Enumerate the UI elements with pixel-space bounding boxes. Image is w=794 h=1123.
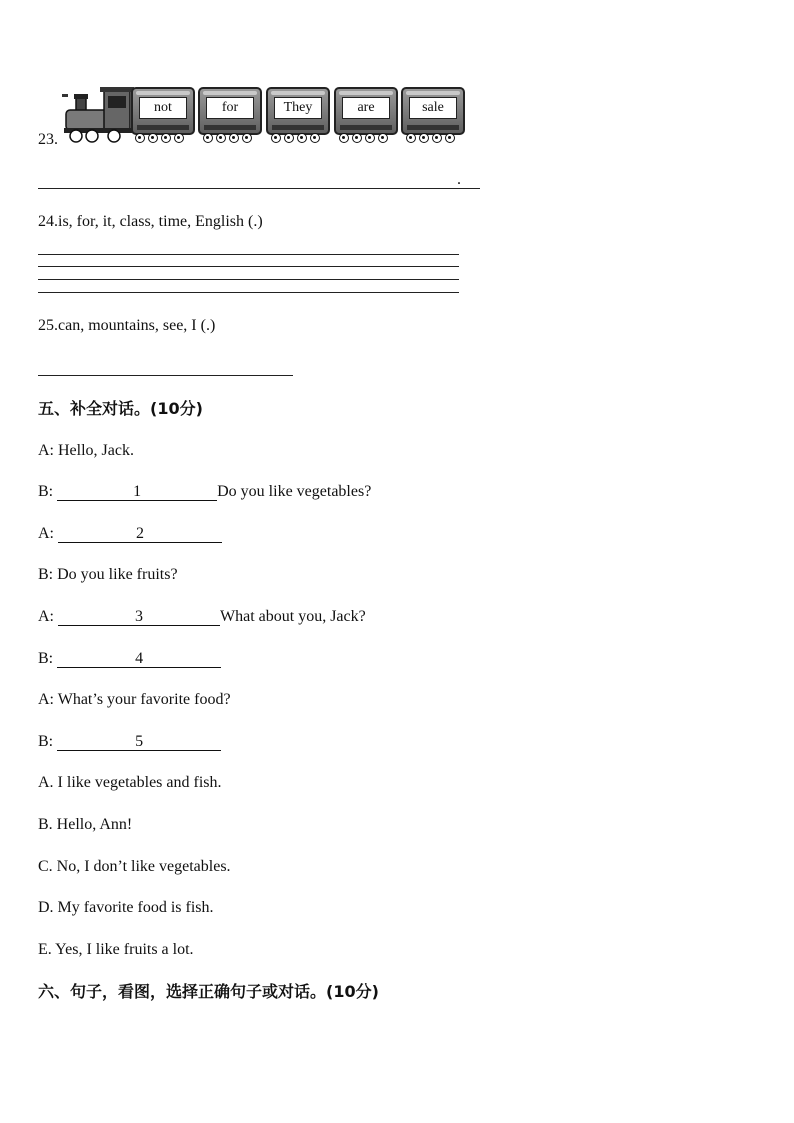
option-c: C. No, I don’t like vegetables. [38,858,231,875]
option-d: D. My favorite food is fish. [38,899,214,916]
option-b: B. Hello, Ann! [38,816,133,833]
dialogue-blank-3[interactable]: 3 [58,609,220,626]
question-24-words: is, for, it, class, time, English (.) [58,213,263,230]
train-car-3 [266,87,330,135]
dialogue-line-7: A: What’s your favorite food? [38,691,231,708]
train-car-5 [401,87,465,135]
train-car-4 [334,87,398,135]
train-car-1 [131,87,195,135]
answer-line-25[interactable] [38,375,293,376]
question-25 [38,316,215,336]
question-23-end-mark: . [457,171,461,188]
train-word-1: not [139,97,187,119]
dialogue-line-8: B: 5 [38,732,221,752]
train-car-2 [198,87,262,135]
answer-line-24b[interactable] [38,266,459,267]
dialogue-line-1: A: Hello, Jack. [38,442,134,459]
section-6-heading: 六、句子，看图，选择正确句子或对话。(10分) [38,982,379,1001]
option-a: A. I like vegetables and fish. [38,774,222,791]
dialogue-line-2: B: 1 Do you like vegetables? [38,483,372,500]
train-word-3: They [274,97,322,119]
locomotive-icon [60,84,136,146]
train-word-4: are [342,97,390,119]
option-e: E. Yes, I like fruits a lot. [38,941,194,958]
question-23-number: 23. [38,131,58,148]
dialogue-blank-4[interactable]: 4 [57,651,221,668]
dialogue-line-6: B: 4 [38,649,221,669]
dialogue-line-4: B: Do you like fruits? [38,566,178,583]
question-24-number: 24. [38,213,58,230]
answer-line-24c[interactable] [38,279,459,280]
train-word-2: for [206,97,254,119]
answer-line-24a[interactable] [38,254,459,255]
question-25-number: 25. [38,317,58,334]
dialogue-line-5: A: 3 What about you, Jack? [38,608,366,625]
train-word-5: sale [409,97,457,119]
question-25-words: can, mountains, see, I (.) [58,317,216,334]
answer-line-23[interactable] [38,188,480,189]
dialogue-blank-2[interactable]: 2 [58,526,222,543]
dialogue-line-3: A: 2 [38,524,222,544]
dialogue-blank-5[interactable]: 5 [57,734,221,751]
question-24 [38,212,263,232]
section-5-heading: 五、补全对话。(10分) [38,399,203,418]
answer-line-24d[interactable] [38,292,459,293]
dialogue-blank-1[interactable]: 1 [57,484,217,501]
